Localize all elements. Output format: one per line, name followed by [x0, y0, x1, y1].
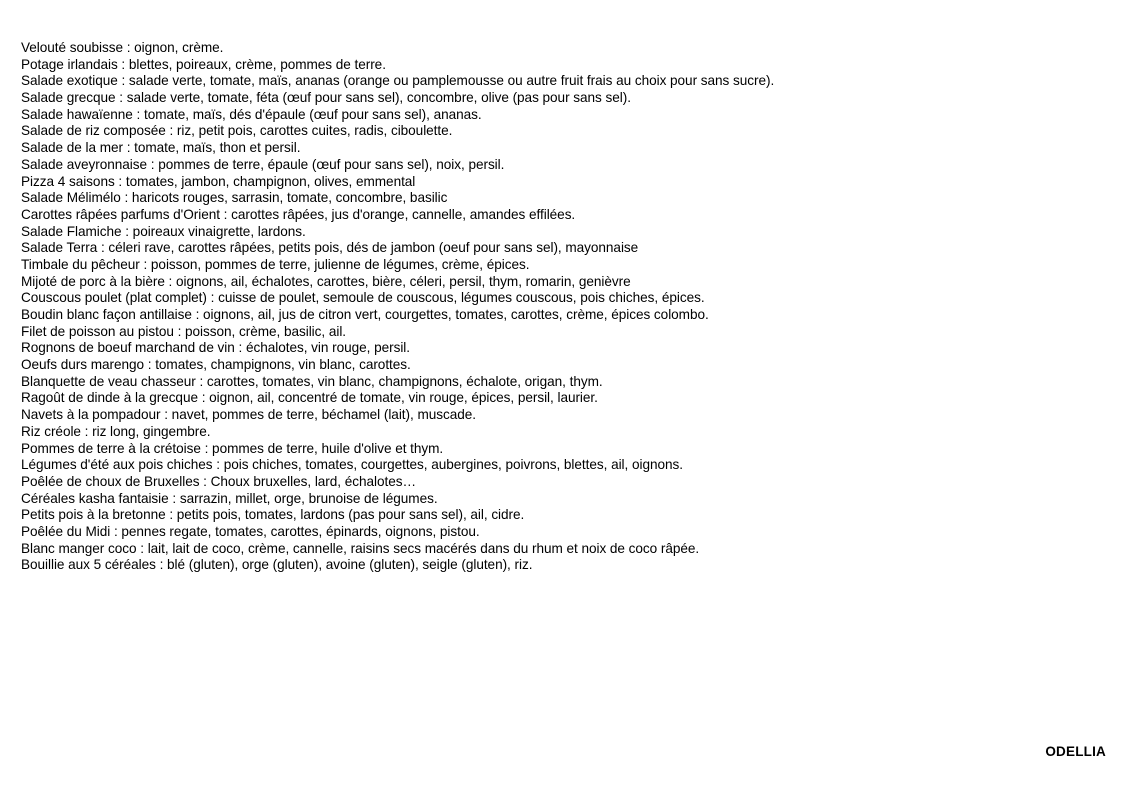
recipe-line: Salade hawaïenne : tomate, maïs, dés d'épaule (œuf pour sans sel), ananas. [21, 106, 482, 122]
recipe-line: Poêlée de choux de Bruxelles : Choux bruxelles, lard, échalotes… [21, 473, 417, 489]
recipe-line: Salade exotique : salade verte, tomate, maïs, ananas (orange ou pamplemousse ou autre fruit frais au choix pour sans sucre). [21, 73, 775, 89]
recipe-line: Pommes de terre à la crétoise : pommes de terre, huile d'olive et thym. [21, 440, 444, 456]
recipe-line: Salade Flamiche : poireaux vinaigrette, lardons. [21, 223, 306, 239]
recipe-line: Salade aveyronnaise : pommes de terre, épaule (œuf pour sans sel), noix, persil. [21, 156, 505, 172]
recipe-line: Petits pois à la bretonne : petits pois, tomates, lardons (pas pour sans sel), ail, cidre. [21, 507, 525, 523]
recipe-line: Salade Mélimélo : haricots rouges, sarrasin, tomate, concombre, basilic [21, 190, 448, 206]
recipe-line: Boudin blanc façon antillaise : oignons, ail, jus de citron vert, courgettes, tomates, carottes, crème, épices colombo. [21, 307, 709, 322]
recipe-line: Filet de poisson au pistou : poisson, crème, basilic, ail. [21, 323, 347, 339]
recipe-line: Poêlée du Midi : pennes regate, tomates, carottes, épinards, oignons, pistou. [21, 523, 480, 539]
recipe-line: Couscous poulet (plat complet) : cuisse de poulet, semoule de couscous, légumes couscous, pois chiches, épices. [21, 290, 705, 306]
recipe-line: Bouillie aux 5 céréales : blé (gluten), orge (gluten), avoine (gluten), seigle (gluten), riz. [21, 557, 533, 573]
recipe-list [21, 40, 774, 574]
recipe-line: Potage irlandais : blettes, poireaux, crème, pommes de terre. [21, 56, 386, 72]
recipe-line: Riz créole : riz long, gingembre. [21, 423, 211, 439]
recipe-line: Rognons de boeuf marchand de vin : échalotes, vin rouge, persil. [21, 340, 410, 356]
recipe-line: Timbale du pêcheur : poisson, pommes de terre, julienne de légumes, crème, épices. [21, 256, 530, 272]
recipe-line: Salade de la mer : tomate, maïs, thon et persil. [21, 140, 301, 156]
recipe-line: Légumes d'été aux pois chiches : pois chiches, tomates, courgettes, aubergines, poivrons, blettes, ail, oignons. [21, 457, 683, 473]
recipe-line: Blanquette de veau chasseur : carottes, tomates, vin blanc, champignons, échalote, origan, thym. [21, 373, 603, 389]
recipe-line: Salade Terra : céleri rave, carottes râpées, petits pois, dés de jambon (oeuf pour sans sel), mayonnaise [21, 240, 639, 256]
footer-brand: ODELLIA [1045, 744, 1106, 759]
recipe-line: Salade de riz composée : riz, petit pois, carottes cuites, radis, ciboulette. [21, 123, 453, 139]
recipe-line: Carottes râpées parfums d'Orient : carottes râpées, jus d'orange, cannelle, amandes effilées. [21, 206, 576, 222]
recipe-line: Mijoté de porc à la bière : oignons, ail, échalotes, carottes, bière, céleri, persil, thym, romarin, genièvre [21, 273, 631, 289]
recipe-line: Oeufs durs marengo : tomates, champignons, vin blanc, carottes. [21, 357, 411, 373]
recipe-line: Salade grecque : salade verte, tomate, féta (œuf pour sans sel), concombre, olive (pas pour sans sel). [21, 90, 631, 106]
recipe-line: Céréales kasha fantaisie : sarrazin, millet, orge, brunoise de légumes. [21, 490, 438, 506]
recipe-line: Ragoût de dinde à la grecque : oignon, ail, concentré de tomate, vin rouge, épices, persil, laurier. [21, 390, 598, 406]
recipe-line: Navets à la pompadour : navet, pommes de terre, béchamel (lait), muscade. [21, 407, 476, 423]
recipe-line: Velouté soubisse : oignon, crème. [21, 40, 224, 55]
recipe-line: Pizza 4 saisons : tomates, jambon, champignon, olives, emmental [21, 173, 416, 189]
recipe-line: Blanc manger coco : lait, lait de coco, crème, cannelle, raisins secs macérés dans du rhum et noix de coco râpée. [21, 540, 700, 556]
